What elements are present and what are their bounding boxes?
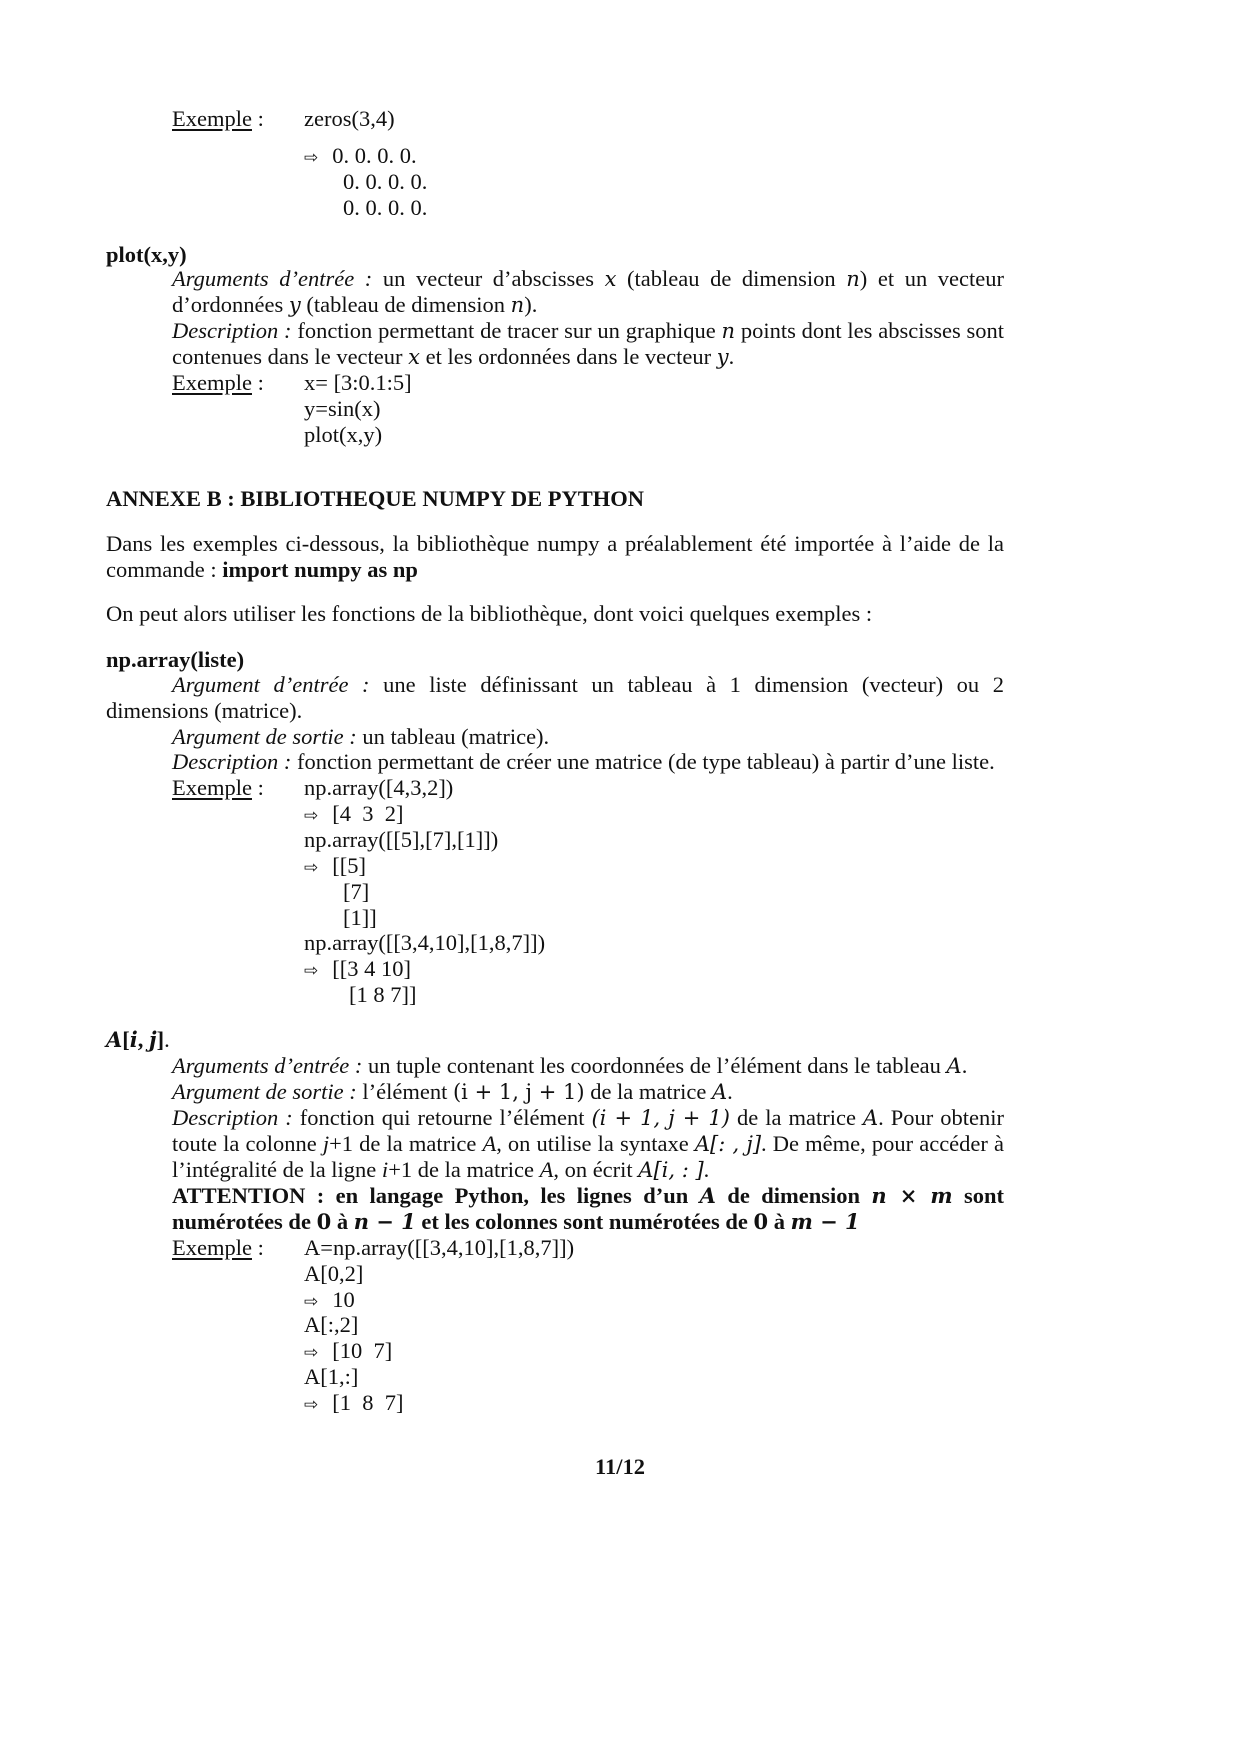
plot-title: plot(x,y) bbox=[106, 242, 187, 267]
text: . bbox=[727, 1079, 733, 1104]
math-j: j bbox=[322, 1131, 330, 1156]
plot-code-line-2: y=sin(x) bbox=[304, 396, 381, 421]
math-expr: m − 1 bbox=[790, 1209, 860, 1234]
zeros-row: 0. 0. 0. 0. bbox=[332, 143, 417, 168]
text: points dont les abscisses sont bbox=[740, 318, 1005, 343]
bracket: [ bbox=[122, 1027, 130, 1052]
example-label-text: Exemple bbox=[172, 106, 252, 131]
example-label-text: Exemple bbox=[172, 370, 252, 395]
nparray-desc-line bbox=[172, 747, 995, 776]
arrow-icon: ⇨ bbox=[304, 148, 319, 168]
text: . bbox=[703, 1157, 710, 1182]
nparray-arg-line-1 bbox=[172, 670, 1004, 699]
aij-example-label bbox=[172, 1233, 264, 1262]
result: [[5] bbox=[332, 853, 366, 878]
nparray-code-2: np.array([[5],[7],[1]]) bbox=[304, 827, 499, 852]
math-A: A bbox=[106, 1027, 123, 1052]
result: [10 7] bbox=[332, 1338, 393, 1363]
text: à bbox=[773, 1209, 785, 1234]
text: un tableau (matrice). bbox=[362, 724, 550, 749]
annexe-intro-line-3: On peut alors utiliser les fonctions de la bibliothèque, dont voici quelques exemples : bbox=[106, 601, 873, 626]
nparray-arg-line-2: dimensions (matrice). bbox=[106, 698, 303, 723]
math-y: y bbox=[288, 293, 301, 317]
math-y: y bbox=[716, 345, 729, 369]
aij-code: A=np.array([[3,4,10],[1,8,7]]) bbox=[304, 1235, 575, 1260]
comma: , bbox=[137, 1027, 150, 1052]
nparray-title: np.array(liste) bbox=[106, 647, 245, 672]
aij-attention-line-1 bbox=[172, 1181, 1004, 1210]
math-i: i bbox=[381, 1157, 389, 1182]
math-A: A bbox=[539, 1157, 554, 1182]
zeros-result-row-2: 0. 0. 0. 0. bbox=[343, 169, 428, 194]
annexe-heading: ANNEXE B : BIBLIOTHEQUE NUMPY DE PYTHON bbox=[106, 486, 644, 511]
result: [4 3 2] bbox=[332, 801, 404, 826]
text: contenues dans le vecteur bbox=[172, 344, 403, 369]
math-zero: 0 bbox=[753, 1209, 769, 1234]
desc-label: Description : bbox=[172, 318, 292, 343]
arrow-icon: ⇨ bbox=[304, 858, 319, 878]
text: +1 de la matrice bbox=[329, 1131, 483, 1156]
text: . De même, pour accéder à bbox=[761, 1131, 1005, 1156]
math-n: n bbox=[510, 293, 525, 317]
example-sep: : bbox=[251, 1235, 264, 1260]
math-A: A bbox=[862, 1106, 879, 1130]
plot-example-label bbox=[172, 368, 264, 397]
text: +1 de la matrice bbox=[388, 1157, 540, 1182]
text: ) et un vecteur bbox=[859, 266, 1005, 291]
math-A: A bbox=[946, 1054, 962, 1078]
text: (tableau de dimension bbox=[627, 266, 836, 291]
arrow-icon: ⇨ bbox=[304, 1395, 319, 1415]
nparray-result-3-row-2: [1 8 7]] bbox=[349, 982, 417, 1007]
plot-code-line-3: plot(x,y) bbox=[304, 422, 383, 447]
text: ATTENTION : en langage Python, les lignes d’un bbox=[172, 1183, 689, 1208]
aij-result-3 bbox=[304, 1388, 404, 1420]
text: toute la colonne bbox=[172, 1131, 323, 1156]
text: fonction qui retourne l’élément bbox=[299, 1105, 585, 1130]
args-label: Arguments d’entrée : bbox=[172, 1053, 363, 1078]
text: fonction permettant de créer une matrice (de type tableau) à partir d’une liste. bbox=[296, 749, 995, 774]
text: (tableau de dimension bbox=[306, 292, 506, 317]
example-label-text: Exemple bbox=[172, 775, 252, 800]
arg-label: Argument d’entrée : bbox=[172, 672, 370, 697]
math-n: n bbox=[721, 319, 736, 343]
args-label: Arguments d’entrée : bbox=[172, 266, 373, 291]
zeros-code: zeros(3,4) bbox=[304, 106, 395, 131]
math-expr: A[i, : ] bbox=[638, 1158, 704, 1182]
example-label-text: Exemple bbox=[172, 1235, 252, 1260]
math-expr: n − 1 bbox=[353, 1209, 416, 1234]
bracket: ] bbox=[156, 1027, 165, 1052]
math-expr: (i + 1, j + 1) bbox=[591, 1106, 730, 1130]
text: l’intégralité de la ligne bbox=[172, 1157, 382, 1182]
text: , on utilise la syntaxe bbox=[496, 1131, 689, 1156]
example-sep: : bbox=[251, 775, 264, 800]
text: . Pour obtenir bbox=[878, 1105, 1005, 1130]
text: d’ordonnées bbox=[172, 292, 284, 317]
text: à bbox=[336, 1209, 349, 1234]
aij-code-3: A[1,:] bbox=[304, 1364, 359, 1389]
aij-attention-line-2 bbox=[172, 1207, 860, 1236]
aij-code-2: A[:,2] bbox=[304, 1312, 359, 1337]
text: de la matrice bbox=[737, 1105, 856, 1130]
text: fonction permettant de tracer sur un graphique bbox=[297, 318, 716, 343]
plot-code-line-1: x= [3:0.1:5] bbox=[304, 370, 412, 395]
out-label: Argument de sortie : bbox=[172, 1079, 357, 1104]
text: ). bbox=[524, 292, 538, 317]
text: l’élément bbox=[362, 1079, 448, 1104]
math-zero: 0 bbox=[316, 1209, 332, 1234]
text: , on écrit bbox=[553, 1157, 633, 1182]
result: [[3 4 10] bbox=[332, 956, 411, 981]
dot: . bbox=[164, 1027, 170, 1052]
annexe-intro-line-2 bbox=[106, 555, 418, 584]
math-expr: (i + 1, j + 1) bbox=[452, 1080, 585, 1104]
arrow-icon: ⇨ bbox=[304, 1292, 319, 1312]
nparray-result-2-row-3: [1]] bbox=[343, 905, 377, 930]
text: de dimension bbox=[727, 1183, 860, 1208]
text: un vecteur d’abscisses bbox=[382, 266, 595, 291]
text: et les colonnes sont numérotées de bbox=[421, 1209, 748, 1234]
math-expr: n × m bbox=[871, 1183, 953, 1208]
arrow-icon: ⇨ bbox=[304, 1343, 319, 1363]
aij-title bbox=[106, 1025, 170, 1054]
desc-label: Description : bbox=[172, 749, 292, 774]
nparray-example-label bbox=[172, 773, 264, 802]
example-sep: : bbox=[251, 106, 264, 131]
text: un tuple contenant les coordonnées de l’élément dans le tableau bbox=[368, 1053, 941, 1078]
desc-label: Description : bbox=[172, 1105, 293, 1130]
nparray-result-2-row-2: [7] bbox=[343, 879, 370, 904]
annexe-intro-line-1: Dans les exemples ci-dessous, la bibliothèque numpy a préalablement été importée à l’aide de la bbox=[106, 531, 1004, 556]
text: et les ordonnées dans le vecteur bbox=[425, 344, 712, 369]
out-label: Argument de sortie : bbox=[172, 724, 357, 749]
math-A: A bbox=[699, 1183, 716, 1208]
math-A: A bbox=[712, 1080, 728, 1104]
text: . bbox=[961, 1053, 968, 1078]
page-number: 11/12 bbox=[594, 1454, 645, 1479]
arrow-icon: ⇨ bbox=[304, 806, 319, 826]
nparray-code-1: np.array([4,3,2]) bbox=[304, 775, 454, 800]
text: numérotées de bbox=[172, 1209, 311, 1234]
math-A: A bbox=[482, 1131, 497, 1156]
import-command: import numpy as np bbox=[222, 557, 418, 582]
text: sont bbox=[964, 1183, 1005, 1208]
math-x: x bbox=[604, 267, 617, 291]
aij-code-1: A[0,2] bbox=[304, 1261, 364, 1286]
math-expr: A[: , j] bbox=[694, 1132, 762, 1156]
math-n: n bbox=[846, 267, 860, 291]
arrow-icon: ⇨ bbox=[304, 961, 319, 981]
math-x: x bbox=[408, 345, 420, 369]
text: . bbox=[728, 344, 735, 369]
math-j: j bbox=[149, 1027, 157, 1052]
result: [1 8 7] bbox=[332, 1390, 404, 1415]
zeros-example-label bbox=[172, 104, 264, 133]
nparray-code-3: np.array([[3,4,10],[1,8,7]]) bbox=[304, 930, 546, 955]
text: commande : bbox=[106, 557, 223, 582]
text: de la matrice bbox=[590, 1079, 707, 1104]
math-i: i bbox=[129, 1027, 138, 1052]
text: une liste définissant un tableau à 1 dimension (vecteur) ou 2 bbox=[383, 672, 1005, 697]
example-sep: : bbox=[251, 370, 264, 395]
zeros-result-row-3: 0. 0. 0. 0. bbox=[343, 195, 428, 220]
result: 10 bbox=[332, 1287, 355, 1312]
